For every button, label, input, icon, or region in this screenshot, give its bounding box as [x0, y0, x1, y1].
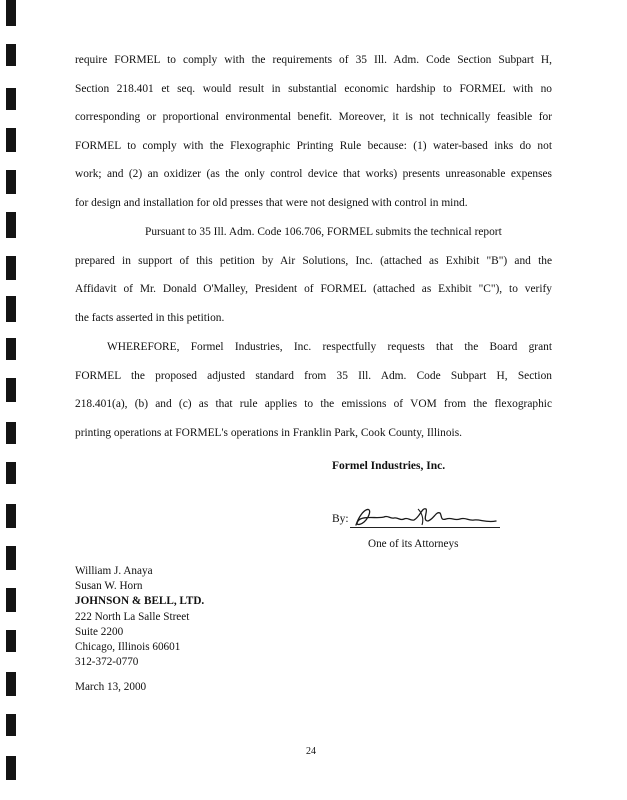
by-label: By:	[332, 513, 349, 525]
street-address: 222 North La Salle Street	[75, 610, 190, 623]
paragraph-technical-report	[75, 218, 552, 332]
attorney-name: Susan W. Horn	[75, 580, 143, 593]
phone-number: 312-372-0770	[75, 656, 139, 669]
signature-line	[332, 507, 502, 535]
paragraph-line: printing operations at FORMEL's operations in Franklin Park, Cook County, Illinois.	[75, 426, 462, 439]
attorney-address-block	[75, 564, 204, 670]
paragraph-line: prepared in support of this petition by Air Solutions, Inc. (attached as Exhibit "B") and the	[75, 254, 552, 267]
handwritten-signature	[348, 503, 508, 533]
city-state-zip: Chicago, Illinois 60601	[75, 641, 181, 654]
paragraph-line: FORMEL the proposed adjusted standard from 35 Ill. Adm. Code Subpart H, Section	[75, 369, 552, 382]
page-number: 24	[306, 746, 316, 757]
paragraph-hardship	[75, 46, 552, 217]
paragraph-line: corresponding or proportional environmental benefit. Moreover, it is not technically feasible for	[75, 111, 552, 123]
paragraph-line: for design and installation for old presses that were not designed with control in mind.	[75, 196, 468, 209]
attorney-role: One of its Attorneys	[368, 538, 459, 550]
paragraph-line: WHEREFORE, Formel Industries, Inc. respectfully requests that the Board grant	[107, 341, 552, 353]
document-date: March 13, 2000	[75, 681, 147, 693]
attorney-name: William J. Anaya	[75, 565, 153, 577]
paragraph-line: Affidavit of Mr. Donald O'Malley, President of FORMEL (attached as Exhibit "C"), to verify	[75, 283, 552, 295]
paragraph-line: work; and (2) an oxidizer (as the only control device that works) presents unreasonable expenses	[75, 168, 552, 180]
paragraph-line: Section 218.401 et seq. would result in substantial economic hardship to FORMEL with no	[75, 82, 552, 95]
signatory-company: Formel Industries, Inc.	[332, 460, 446, 472]
paragraph-wherefore	[75, 333, 552, 447]
paragraph-line: Pursuant to 35 Ill. Adm. Code 106.706, FORMEL submits the technical report	[145, 226, 502, 238]
paragraph-line: the facts asserted in this petition.	[75, 311, 225, 324]
paragraph-line: require FORMEL to comply with the requirements of 35 Ill. Adm. Code Section Subpart H,	[75, 54, 552, 66]
paragraph-line: 218.401(a), (b) and (c) as that rule applies to the emissions of VOM from the flexographic	[75, 398, 552, 410]
law-firm-name: JOHNSON & BELL, LTD.	[75, 595, 205, 608]
suite: Suite 2200	[75, 625, 124, 638]
paragraph-line: FORMEL to comply with the Flexographic Printing Rule because: (1) water-based inks do not	[75, 139, 552, 152]
